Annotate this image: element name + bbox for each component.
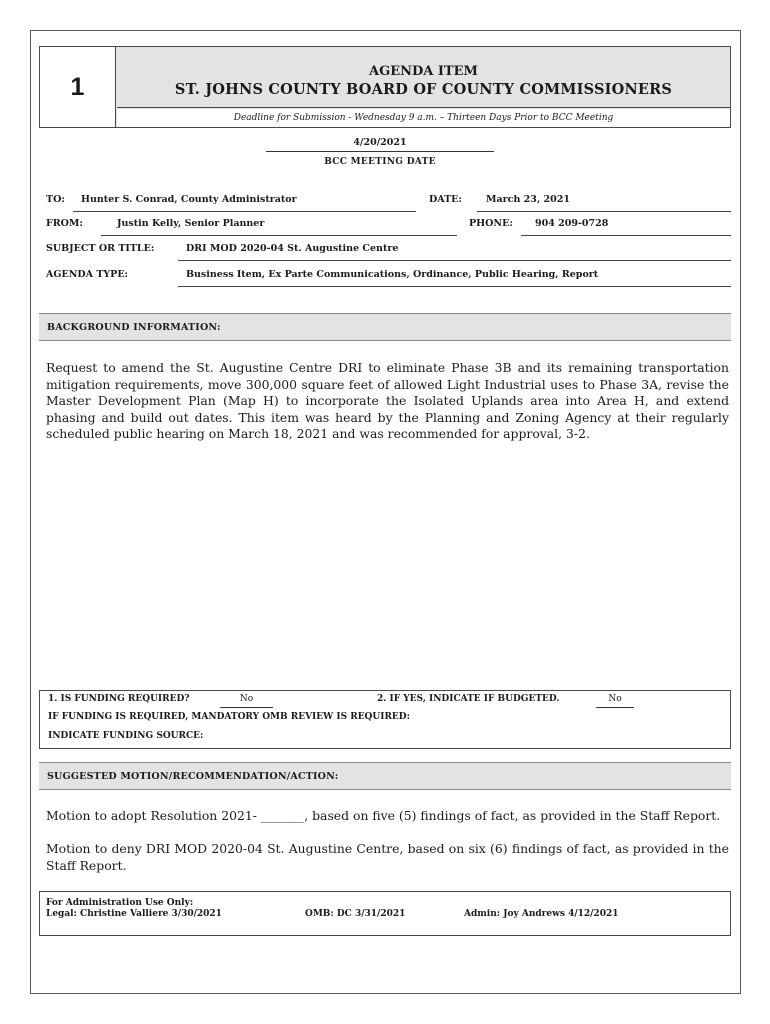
- admin-signoffs: [46, 909, 730, 921]
- motion-adopt-text: Motion to adopt Resolution 2021- _______, based on five (5) findings of fact, as provided in the Staff Report.: [46, 808, 721, 823]
- funding-required-label: 1. IS FUNDING REQUIRED?: [48, 694, 190, 704]
- budgeted-value: No: [596, 691, 634, 708]
- agenda-item-number: 1: [40, 47, 116, 127]
- header-titles: [117, 47, 730, 108]
- header-title-agenda: AGENDA ITEM: [369, 64, 478, 79]
- omb-review-note: IF FUNDING IS REQUIRED, MANDATORY OMB REVIEW IS REQUIRED:: [48, 712, 410, 722]
- from-label: FROM:: [46, 218, 83, 229]
- to-value: Hunter S. Conrad, County Administrator: [73, 193, 416, 212]
- subject-label: SUBJECT OR TITLE:: [46, 243, 155, 254]
- meeting-date-block: [266, 137, 494, 167]
- admin-use-box: [39, 891, 731, 936]
- funding-required-value: No: [220, 691, 273, 708]
- agenda-type-label: AGENDA TYPE:: [46, 269, 129, 280]
- header-title-board: ST. JOHNS COUNTY BOARD OF COUNTY COMMISSIONERS: [174, 81, 673, 98]
- subject-value: DRI MOD 2020-04 St. Augustine Centre: [178, 242, 731, 261]
- budgeted-label: 2. IF YES, INDICATE IF BUDGETED.: [377, 694, 560, 704]
- header-box: [39, 46, 731, 128]
- motion-heading: SUGGESTED MOTION/RECOMMENDATION/ACTION:: [39, 762, 731, 790]
- funding-box: [39, 690, 731, 749]
- legal-signoff: Legal: Christine Valliere 3/30/2021: [46, 909, 222, 919]
- agenda-page: [30, 30, 741, 994]
- phone-label: PHONE:: [469, 218, 513, 229]
- admin-signoff: Admin: Joy Andrews 4/12/2021: [464, 909, 619, 919]
- motion-deny-text: Motion to deny DRI MOD 2020-04 St. Augustine Centre, based on six (6) findings of fact, as provided in the Staff Report.: [46, 841, 729, 873]
- background-heading: BACKGROUND INFORMATION:: [39, 313, 731, 341]
- meeting-date-label: BCC MEETING DATE: [324, 157, 436, 167]
- deadline-note: Deadline for Submission - Wednesday 9 a.m. – Thirteen Days Prior to BCC Meeting: [117, 109, 730, 127]
- funding-source-label: INDICATE FUNDING SOURCE:: [48, 731, 204, 741]
- from-value: Justin Kelly, Senior Planner: [101, 217, 457, 236]
- to-label: TO:: [46, 194, 65, 205]
- omb-signoff: OMB: DC 3/31/2021: [305, 909, 406, 919]
- date-label: DATE:: [429, 194, 462, 205]
- date-value: March 23, 2021: [477, 193, 731, 212]
- meeting-date-value: 4/20/2021: [266, 137, 494, 152]
- agenda-type-value: Business Item, Ex Parte Communications, Ordinance, Public Hearing, Report: [178, 268, 731, 287]
- phone-value: 904 209-0728: [521, 217, 731, 236]
- background-text: Request to amend the St. Augustine Centre DRI to eliminate Phase 3B and its remaining transportation mitigation requirements, move 300,000 square feet of allowed Light Industrial uses to Phase 3A, revise the Master Development Plan (Map H) to incorporate the Isolated Uplands area into Area H, and extend phasing and build out dates. This item was heard by the Planning and Zoning Agency at their regularly scheduled public hearing on March 18, 2021 and was recommended for approval, 3-2.: [46, 360, 729, 442]
- admin-use-heading: For Administration Use Only:: [46, 898, 194, 908]
